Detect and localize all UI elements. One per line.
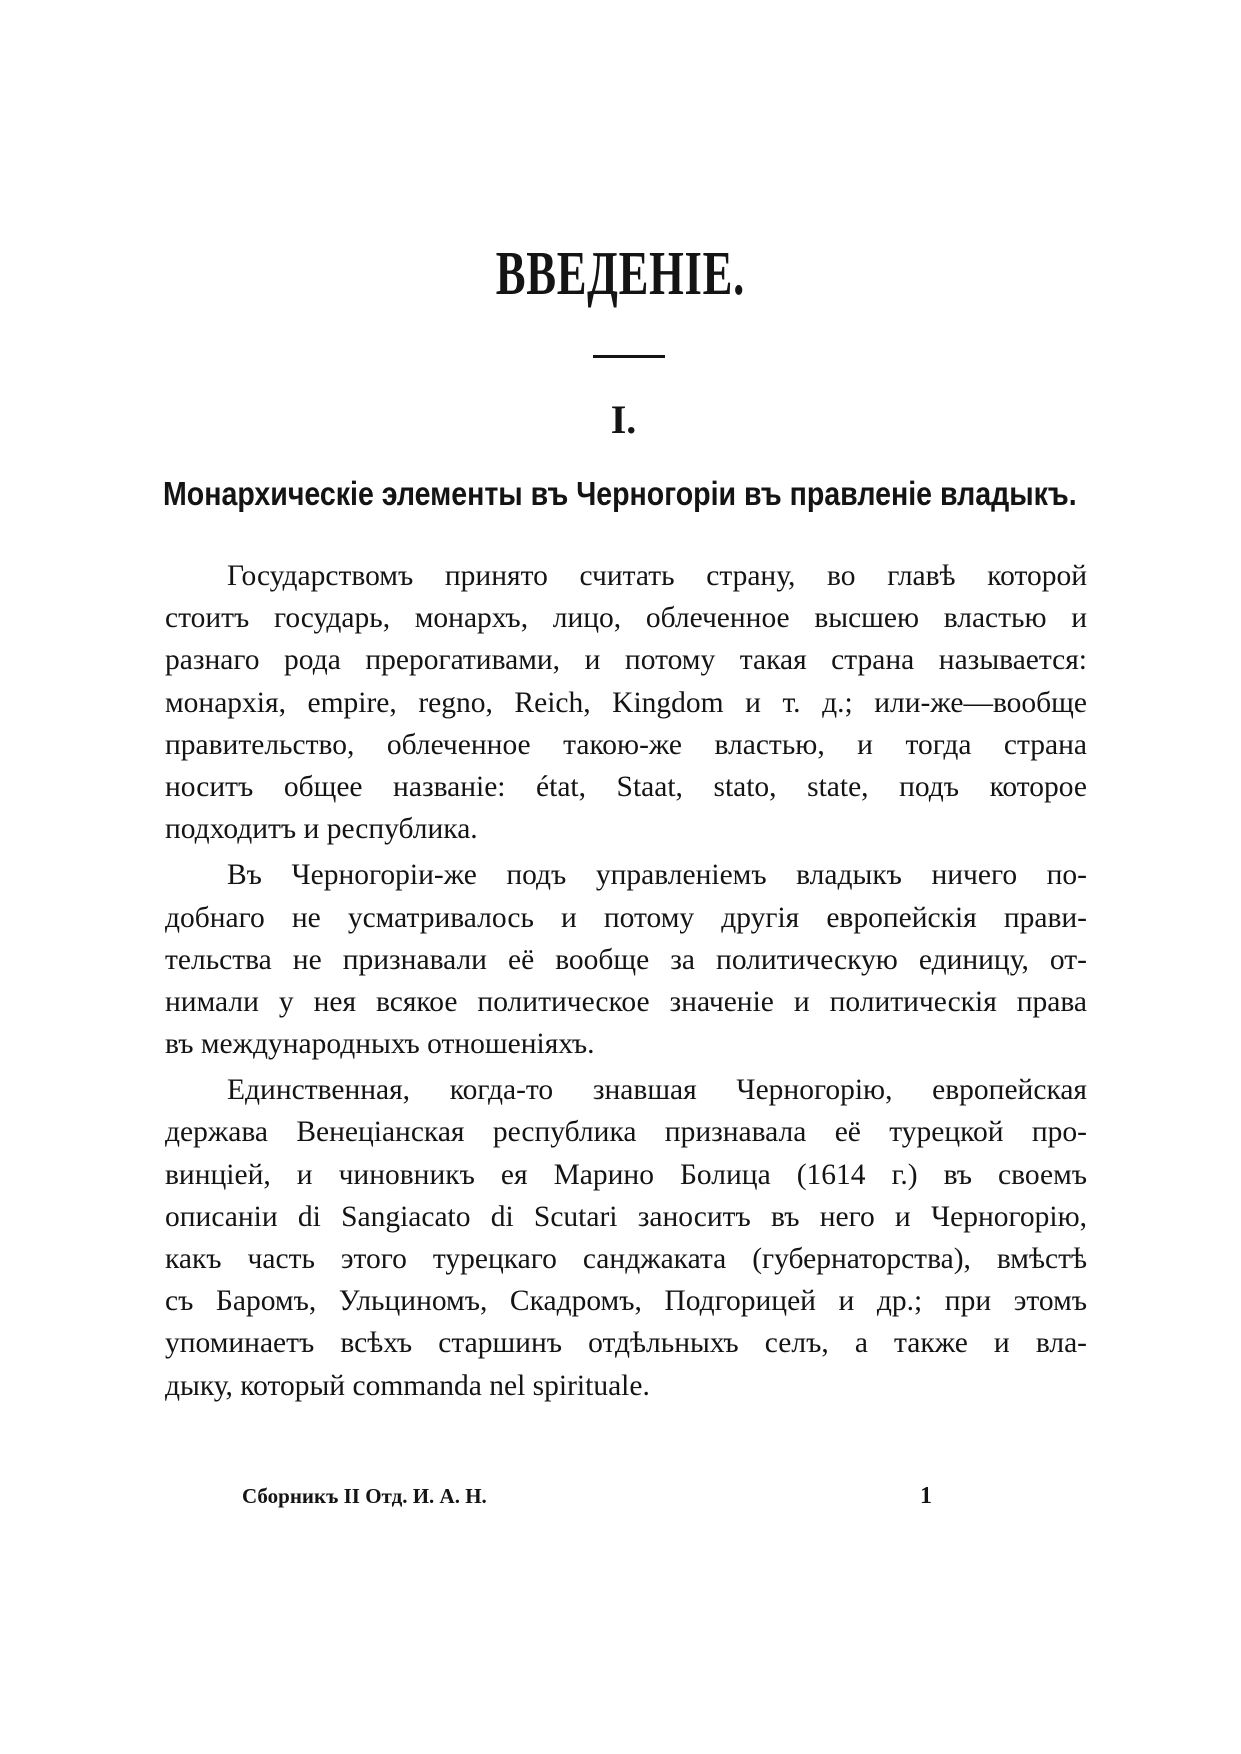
text-line: тельства не признавали её вообще за политическую единицу, от- bbox=[165, 943, 1087, 976]
footer-source: Сборникъ II Отд. И. А. Н. bbox=[242, 1484, 487, 1508]
text-line: стоитъ государь, монархъ, лицо, облеченное высшею властью и bbox=[165, 602, 1087, 635]
paragraph bbox=[165, 854, 1087, 1065]
text-line: Единственная, когда-то знавшая Черногорію, европейская bbox=[227, 1074, 1087, 1107]
text-line: какъ часть этого турецкаго санджаката (губернаторства), вмѣстѣ bbox=[165, 1243, 1087, 1275]
text-line: винціей, и чиновникъ ея Марино Болица (1614 г.) въ своемъ bbox=[165, 1158, 1087, 1191]
text-line: монархія, empire, regno, Reich, Kingdom и т. д.; или-же—вообще bbox=[165, 686, 1087, 719]
text-line: съ Баромъ, Ульциномъ, Скадромъ, Подгорицей и др.; при этомъ bbox=[165, 1285, 1087, 1318]
text-line: въ международныхъ отношеніяхъ. bbox=[165, 1028, 595, 1061]
body-text bbox=[165, 555, 1087, 1407]
title-divider bbox=[593, 355, 665, 358]
chapter-heading: Монархическіе элементы въ Черногоріи въ правленіе владыкъ. bbox=[163, 475, 1077, 512]
text-line: добнаго не усматривалось и потому другія европейскія прави- bbox=[165, 901, 1087, 934]
text-line: разнаго рода прерогативами, и потому такая страна называется: bbox=[165, 644, 1087, 677]
section-number: I. bbox=[610, 397, 637, 442]
text-line: описаніи di Sangiacato di Scutari заноситъ въ него и Черногорію, bbox=[165, 1200, 1087, 1233]
text-line: Въ Черногоріи-же подъ управленіемъ владыкъ ничего по- bbox=[227, 859, 1087, 892]
paragraph bbox=[165, 1069, 1087, 1407]
page-footer bbox=[242, 1478, 932, 1514]
text-line: упоминаетъ всѣхъ старшинъ отдѣльныхъ селъ, а также и вла- bbox=[165, 1327, 1087, 1360]
text-line: нимали у нея всякое политическое значеніе и политическія права bbox=[165, 985, 1087, 1018]
text-line: держава Венеціанская республика признавала её турецкой про- bbox=[165, 1116, 1087, 1149]
text-line: правительство, облеченное такою-же властью, и тогда страна bbox=[165, 728, 1087, 761]
text-line: носитъ общее названіе: état, Staat, stato, state, подъ которое bbox=[165, 770, 1087, 803]
page-title: ВВЕДЕНІЕ. bbox=[495, 240, 746, 308]
signature-number: 1 bbox=[920, 1483, 932, 1509]
paragraph bbox=[165, 555, 1087, 850]
text-line: дыку, который commanda nel spirituale. bbox=[165, 1369, 650, 1402]
text-line: подходитъ и республика. bbox=[165, 813, 478, 846]
text-line: Государствомъ принято считать страну, во главѣ которой bbox=[227, 560, 1087, 592]
